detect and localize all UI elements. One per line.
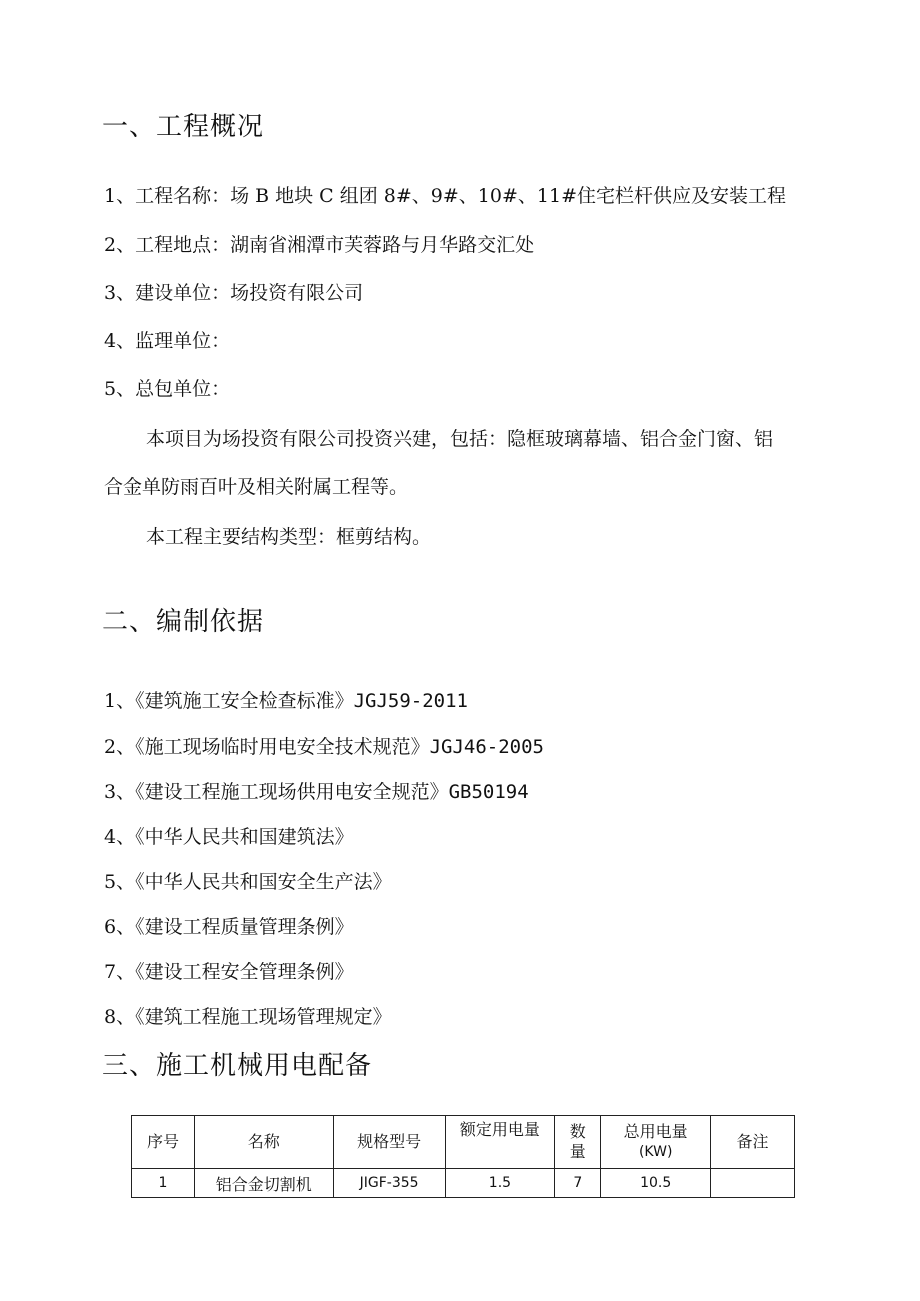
reference-item [104, 732, 544, 759]
cell-total: 10.5 [601, 1169, 711, 1198]
cell-qty: 7 [555, 1169, 601, 1198]
header-total-line2: (KW) [638, 1144, 673, 1160]
owner-line: 3、建设单位：场投资有限公司 [104, 282, 364, 304]
table-header-row [132, 1116, 795, 1169]
reference-item [104, 686, 468, 713]
reference-title: 《建设工程施工现场供用电安全规范》 [135, 781, 449, 803]
reference-code: GB50194 [448, 781, 529, 803]
header-model: 规格型号 [333, 1116, 445, 1169]
header-rated: 额定用电量 [445, 1116, 555, 1169]
header-no: 序号 [132, 1116, 195, 1169]
reference-item [104, 912, 354, 939]
equipment-table [131, 1115, 795, 1198]
reference-title: 《中华人民共和国安全生产法》 [135, 871, 392, 893]
header-total [601, 1116, 711, 1169]
reference-number: 8、 [104, 1006, 136, 1028]
header-qty [555, 1116, 601, 1169]
reference-title: 《建设工程安全管理条例》 [135, 961, 354, 983]
header-qty-line1: 数 [569, 1122, 586, 1141]
reference-title: 《建筑施工安全检查标准》 [135, 690, 354, 712]
cell-remark [711, 1169, 795, 1198]
reference-code: JGJ46-2005 [429, 736, 544, 758]
header-qty-line2: 量 [569, 1142, 586, 1161]
header-remark: 备注 [711, 1116, 795, 1169]
reference-number: 5、 [104, 871, 136, 893]
structure-type-paragraph: 本工程主要结构类型：框剪结构。 [146, 526, 432, 548]
section-title: 二、编制依据 [102, 607, 265, 637]
reference-number: 2、 [104, 736, 136, 758]
header-name: 名称 [194, 1116, 333, 1169]
reference-title: 《建筑工程施工现场管理规定》 [135, 1006, 392, 1028]
section-title: 一、工程概况 [102, 112, 265, 142]
reference-number: 6、 [104, 916, 136, 938]
header-total-line1: 总用电量 [623, 1122, 688, 1141]
cell-rated: 1.5 [445, 1169, 555, 1198]
table-row [132, 1169, 795, 1198]
reference-title: 《施工现场临时用电安全技术规范》 [135, 736, 430, 758]
supervisor-line: 4、监理单位： [104, 330, 231, 352]
paragraph-line: 本项目为场投资有限公司投资兴建，包括：隐框玻璃幕墙、铝合金门窗、铝 [146, 428, 774, 450]
cell-model: JIGF-355 [333, 1169, 445, 1198]
reference-title: 《中华人民共和国建筑法》 [135, 826, 354, 848]
project-location-line: 2、工程地点：湖南省湘潭市芙蓉路与月华路交汇处 [104, 234, 535, 256]
contractor-line: 5、总包单位： [104, 378, 231, 400]
reference-number: 7、 [104, 961, 136, 983]
reference-code: JGJ59-2011 [353, 690, 468, 712]
reference-title: 《建设工程质量管理条例》 [135, 916, 354, 938]
reference-item [104, 957, 354, 984]
cell-name: 铝合金切割机 [194, 1169, 333, 1198]
reference-number: 3、 [104, 781, 136, 803]
reference-item [104, 822, 354, 849]
section-title: 三、施工机械用电配备 [102, 1051, 373, 1081]
reference-item [104, 1002, 392, 1029]
reference-item [104, 867, 392, 894]
reference-number: 1、 [104, 690, 136, 712]
cell-no: 1 [132, 1169, 195, 1198]
paragraph-line: 合金单防雨百叶及相关附属工程等。 [104, 476, 409, 498]
project-name-line: 1、工程名称：场 B 地块 C 组团 8#、9#、10#、11#住宅栏杆供应及安装工程 [104, 185, 786, 207]
reference-number: 4、 [104, 826, 136, 848]
reference-item [104, 777, 529, 804]
